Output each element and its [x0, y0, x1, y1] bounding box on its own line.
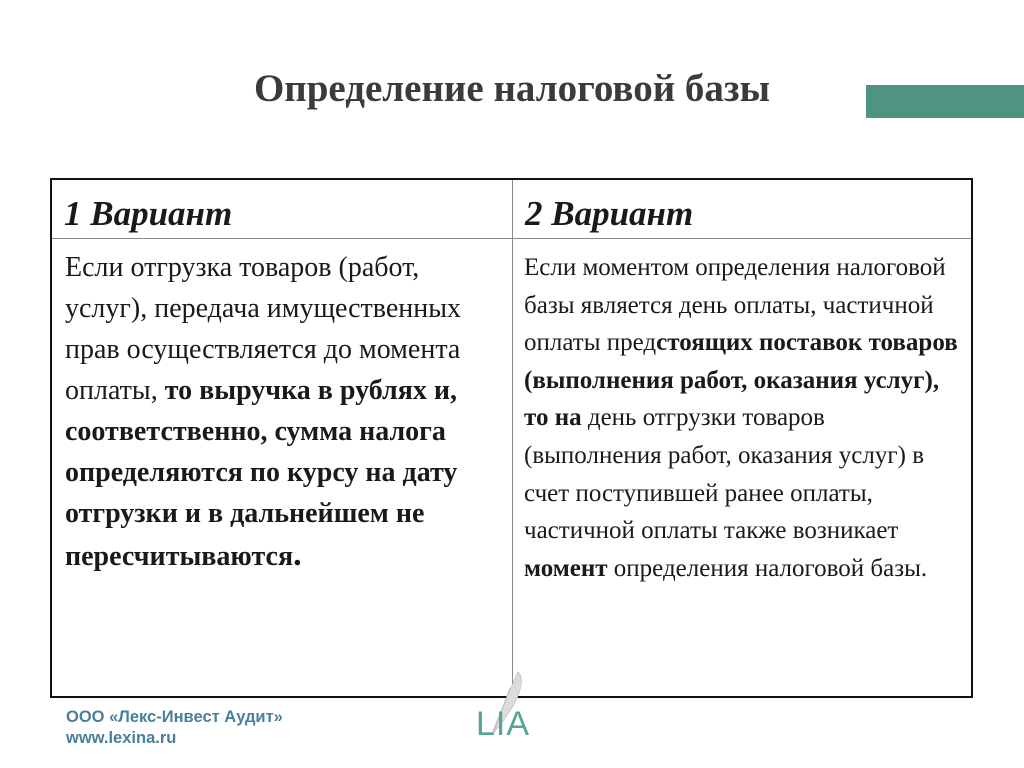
slide-title: Определение налоговой базы: [253, 67, 771, 110]
variant-2-text-plain-2: день отгрузки товаров (выполнения работ, оказания услуг) в счет поступившей ранее оплаты, частичной оплаты также возникает: [524, 404, 925, 545]
variant-2-text-bold-2: момент: [524, 554, 608, 582]
header-variant-2: 2 Вариант: [513, 180, 971, 239]
variant-1-text-plain: Если отгрузка товаров (работ, услуг), передача имущественных прав осуществляется до момента оплаты,: [65, 252, 462, 406]
variant-2-text-bold-1: стоящих поставок товаров (выполнения работ, оказания услуг), то на: [524, 329, 958, 432]
variant-2-text: [513, 239, 971, 696]
variant-1-period: .: [293, 536, 302, 573]
company-name: ООО «Лекс-Инвест Аудит»: [66, 708, 283, 726]
variant-1-text-bold: то выручка в рублях и, соответственно, сумма налога определяются по курсу на дату отгрузки и в дальнейшем не пересчитываются: [65, 375, 458, 572]
header-variant-1: 1 Вариант: [52, 180, 513, 239]
company-logo: LIA: [476, 705, 531, 743]
variant-2-text-plain-1: Если моментом определения налоговой базы является день оплаты, частичной оплаты пред: [524, 254, 946, 357]
variant-1-text: [52, 239, 513, 696]
footer: [66, 707, 283, 749]
comparison-table: [50, 178, 973, 698]
website-link[interactable]: www.lexina.ru: [66, 729, 177, 747]
accent-bar: [866, 85, 1024, 118]
variant-2-text-plain-3: определения налоговой базы.: [607, 554, 928, 582]
